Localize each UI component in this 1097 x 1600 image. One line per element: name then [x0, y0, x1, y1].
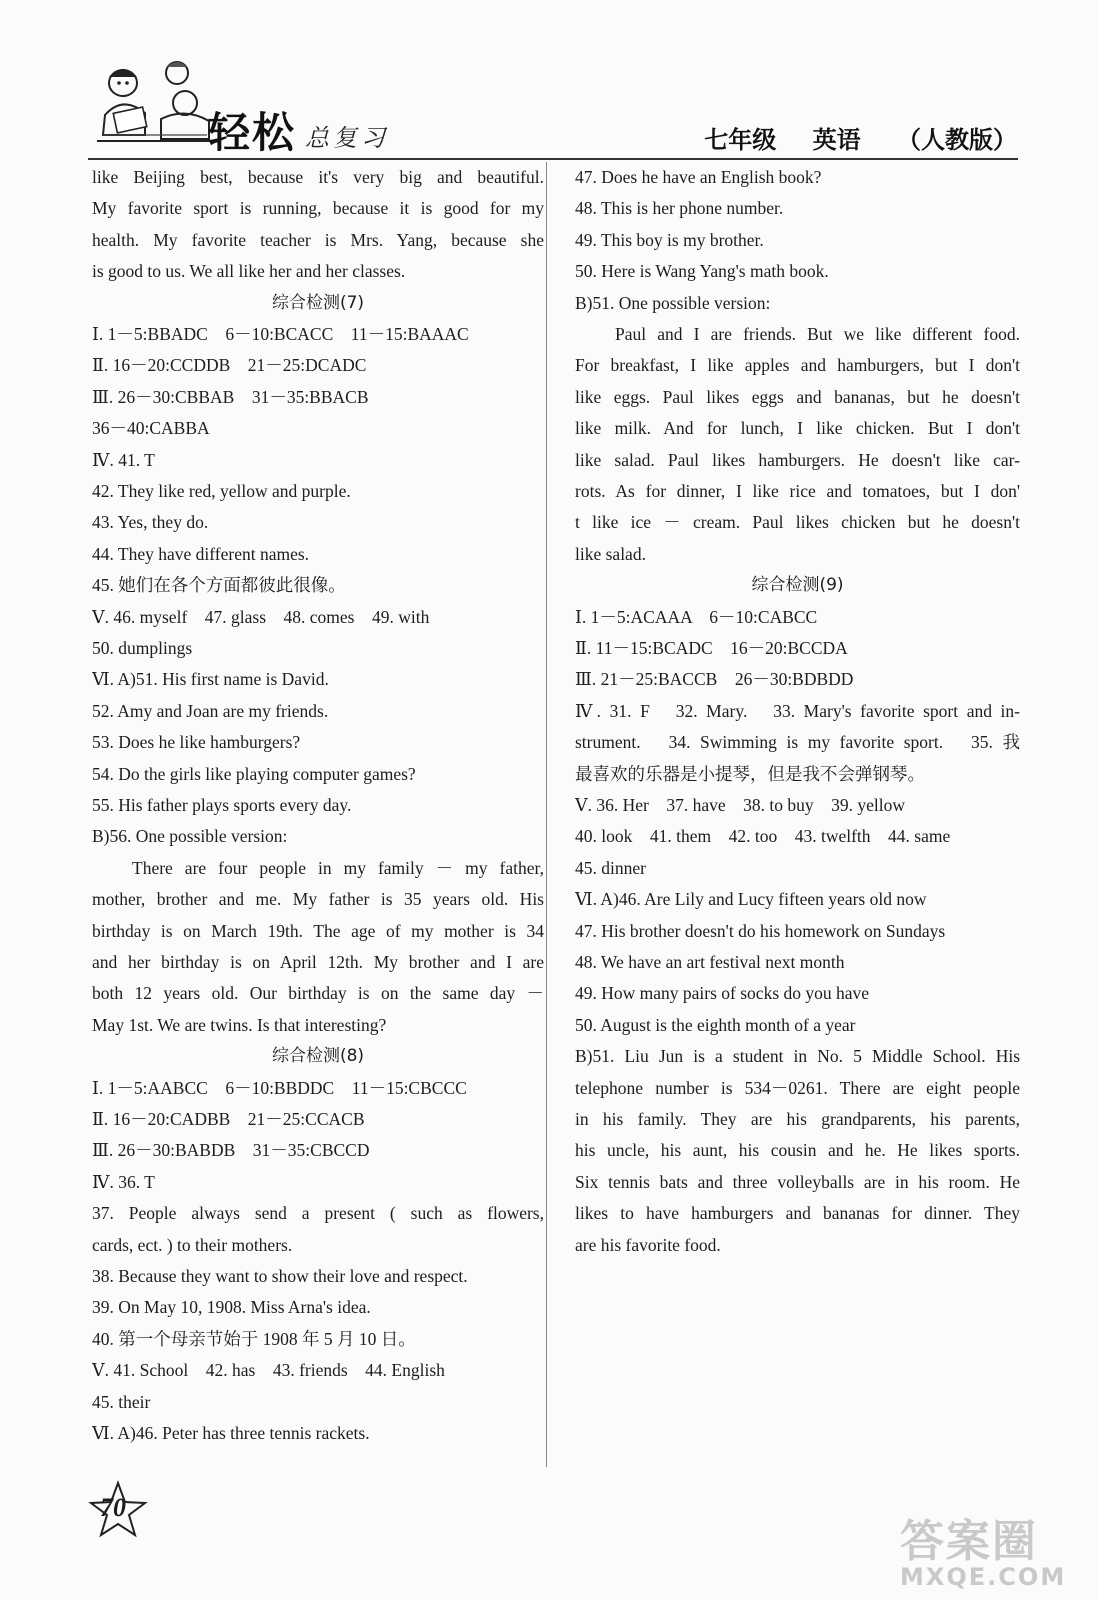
- text-line: is good to us. We all like her and her classes.: [92, 261, 406, 282]
- text-line: birthday is on March 19th. The age of my mother is 34: [92, 920, 544, 941]
- answer-line: Ⅱ. 11－15:BCADC 16－20:BCCDA: [575, 637, 848, 658]
- answer-line: Ⅱ. 16－20:CADBB 21－25:CCACB: [92, 1109, 365, 1130]
- answer-line: Ⅴ. 41. School 42. has 43. friends 44. English: [92, 1360, 445, 1381]
- answer-line: Ⅳ. 41. T: [92, 449, 155, 470]
- book-info: [676, 120, 1017, 155]
- watermark-text: 答案圈: [900, 1516, 1038, 1567]
- answer-line: Ⅰ. 1－5:AABCC 6－10:BBDDC 11－15:CBCCC: [92, 1077, 467, 1098]
- answer-line: cards, ect. ) to their mothers.: [92, 1234, 293, 1255]
- section-title: 综合检测(7): [271, 292, 365, 313]
- text-line: and her birthday is on April 12th. My brother and I are: [92, 952, 544, 973]
- answer-line: B)56. One possible version:: [92, 826, 288, 847]
- text-line: like Beijing best, because it's very big and beautiful.: [92, 167, 544, 187]
- edition-label: （人教版）: [897, 126, 1017, 154]
- answer-line: 47. His brother doesn't do his homework on Sundays: [575, 920, 946, 941]
- text-line: May 1st. We are twins. Is that interesting?: [92, 1014, 387, 1035]
- answer-line: 55. His father plays sports every day.: [92, 795, 352, 816]
- answer-line: 45. 她们在各个方面都彼此很像。: [92, 575, 346, 596]
- text-line: B)51. Liu Jun is a student in No. 5 Middle School. His: [575, 1046, 1020, 1067]
- answer-line: 45. dinner: [575, 857, 646, 878]
- text-line: Six tennis bats and three volleyballs are in his room. He: [575, 1171, 1020, 1192]
- answer-line: Ⅳ. 36. T: [92, 1171, 155, 1192]
- page-number: 70: [100, 1493, 126, 1522]
- answer-line: 43. Yes, they do.: [92, 512, 209, 533]
- text-line: health. My favorite teacher is Mrs. Yang, because she: [92, 229, 544, 250]
- left-column: [92, 162, 544, 1450]
- text-line: both 12 years old. Our birthday is on the same day －: [92, 983, 544, 1004]
- answer-line: 53. Does he like hamburgers?: [92, 732, 301, 753]
- answer-line: Ⅵ. A)46. Are Lily and Lucy fifteen years old now: [575, 889, 927, 910]
- answer-line: 48. This is her phone number.: [575, 198, 784, 219]
- section-title: 综合检测(9): [751, 575, 844, 596]
- answer-line: Ⅲ. 21－25:BACCB 26－30:BDBDD: [575, 669, 854, 690]
- section-title: 综合检测(8): [271, 1046, 365, 1067]
- text-line: in his family. They are his grandparents, his parents,: [575, 1109, 1020, 1130]
- text-line: mother, brother and me. My father is 35 years old. His: [92, 889, 544, 910]
- text-line: rots. As for dinner, I like rice and tomatoes, but I don': [575, 480, 1020, 501]
- text-line: telephone number is 534－0261. There are eight people: [575, 1077, 1020, 1098]
- answer-line: Ⅱ. 16－20:CCDDB 21－25:DCADC: [92, 355, 367, 376]
- answer-line: Ⅰ. 1－5:BBADC 6－10:BCACC 11－15:BAAAC: [92, 323, 469, 344]
- answer-line: strument. 34. Swimming is my favorite sport. 35. 我: [575, 732, 1020, 753]
- answer-line: 50. dumplings: [92, 638, 193, 659]
- watermark: [900, 1505, 1070, 1595]
- text-line: Paul and I are friends. But we like different food.: [615, 324, 1020, 345]
- brand-subtitle: 总复习: [305, 124, 389, 152]
- right-column: [575, 162, 1020, 1261]
- answer-line: 37. People always send a present ( such as flowers,: [92, 1203, 544, 1224]
- answer-line: Ⅴ. 36. Her 37. have 38. to buy 39. yellow: [575, 794, 906, 815]
- text-line: like salad.: [575, 543, 646, 564]
- answer-line: Ⅵ. A)51. His first name is David.: [92, 669, 329, 690]
- answer-line: 42. They like red, yellow and purple.: [92, 481, 351, 502]
- answer-line: 48. We have an art festival next month: [575, 952, 845, 973]
- answer-line: Ⅴ. 46. myself 47. glass 48. comes 49. with: [92, 606, 430, 627]
- answer-line: 40. look 41. them 42. too 43. twelfth 44. same: [575, 826, 951, 847]
- answer-line: 54. Do the girls like playing computer games?: [92, 763, 416, 784]
- answer-line: Ⅲ. 26－30:CBBAB 31－35:BBACB: [92, 386, 369, 407]
- answer-line: 45. their: [92, 1391, 151, 1412]
- answer-line: 52. Amy and Joan are my friends.: [92, 700, 329, 721]
- text-line: likes to have hamburgers and bananas for dinner. They: [575, 1203, 1020, 1224]
- text-line: For breakfast, I like apples and hamburgers, but I don't: [575, 355, 1020, 376]
- text-line: There are four people in my family － my father,: [132, 857, 544, 878]
- text-line: My favorite sport is running, because it is good for my: [92, 198, 544, 219]
- answer-line: 最喜欢的乐器是小提琴，但是我不会弹钢琴。: [575, 763, 925, 784]
- brand-title: 轻松: [208, 108, 297, 157]
- text-line: like milk. And for lunch, I like chicken. But I don't: [575, 418, 1020, 439]
- column-divider: [546, 162, 547, 1467]
- grade-label: 七年级: [704, 126, 777, 154]
- answer-line: 49. How many pairs of socks do you have: [575, 983, 870, 1004]
- answer-line: 44. They have different names.: [92, 543, 310, 564]
- text-line: like salad. Paul likes hamburgers. He doesn't like car-: [575, 449, 1020, 470]
- children-reading-logo-icon: [95, 55, 215, 145]
- answer-line: Ⅵ. A)46. Peter has three tennis rackets.: [92, 1423, 370, 1444]
- answer-line: 40. 第一个母亲节始于 1908 年 5 月 10 日。: [92, 1328, 416, 1349]
- answer-line: Ⅲ. 26－30:BABDB 31－35:CBCCD: [92, 1140, 370, 1161]
- answer-line: 36－40:CABBA: [92, 418, 210, 439]
- answer-line: Ⅰ. 1－5:ACAAA 6－10:CABCC: [575, 606, 818, 627]
- text-line: like eggs. Paul likes eggs and bananas, but he doesn't: [575, 386, 1020, 407]
- watermark-url: MXQE.COM: [900, 1563, 1067, 1591]
- answer-line: 38. Because they want to show their love and respect.: [92, 1266, 468, 1287]
- text-line: t like ice － cream. Paul likes chicken but he doesn't: [575, 512, 1020, 533]
- page-header: [0, 0, 1097, 160]
- header-rule: [88, 158, 1018, 160]
- text-line: his uncle, his aunt, his cousin and he. He likes sports.: [575, 1140, 1020, 1161]
- answer-line: 50. August is the eighth month of a year: [575, 1014, 856, 1035]
- subject-label: 英语: [812, 126, 861, 154]
- answer-line: 49. This boy is my brother.: [575, 229, 764, 250]
- answer-line: 47. Does he have an English book?: [575, 167, 822, 187]
- answer-line: Ⅳ. 31. F 32. Mary. 33. Mary's favorite sport and in-: [575, 700, 1020, 721]
- answer-line: 39. On May 10, 1908. Miss Arna's idea.: [92, 1297, 371, 1318]
- answer-line: B)51. One possible version:: [575, 292, 771, 313]
- text-line: are his favorite food.: [575, 1234, 721, 1255]
- answer-line: 50. Here is Wang Yang's math book.: [575, 261, 829, 282]
